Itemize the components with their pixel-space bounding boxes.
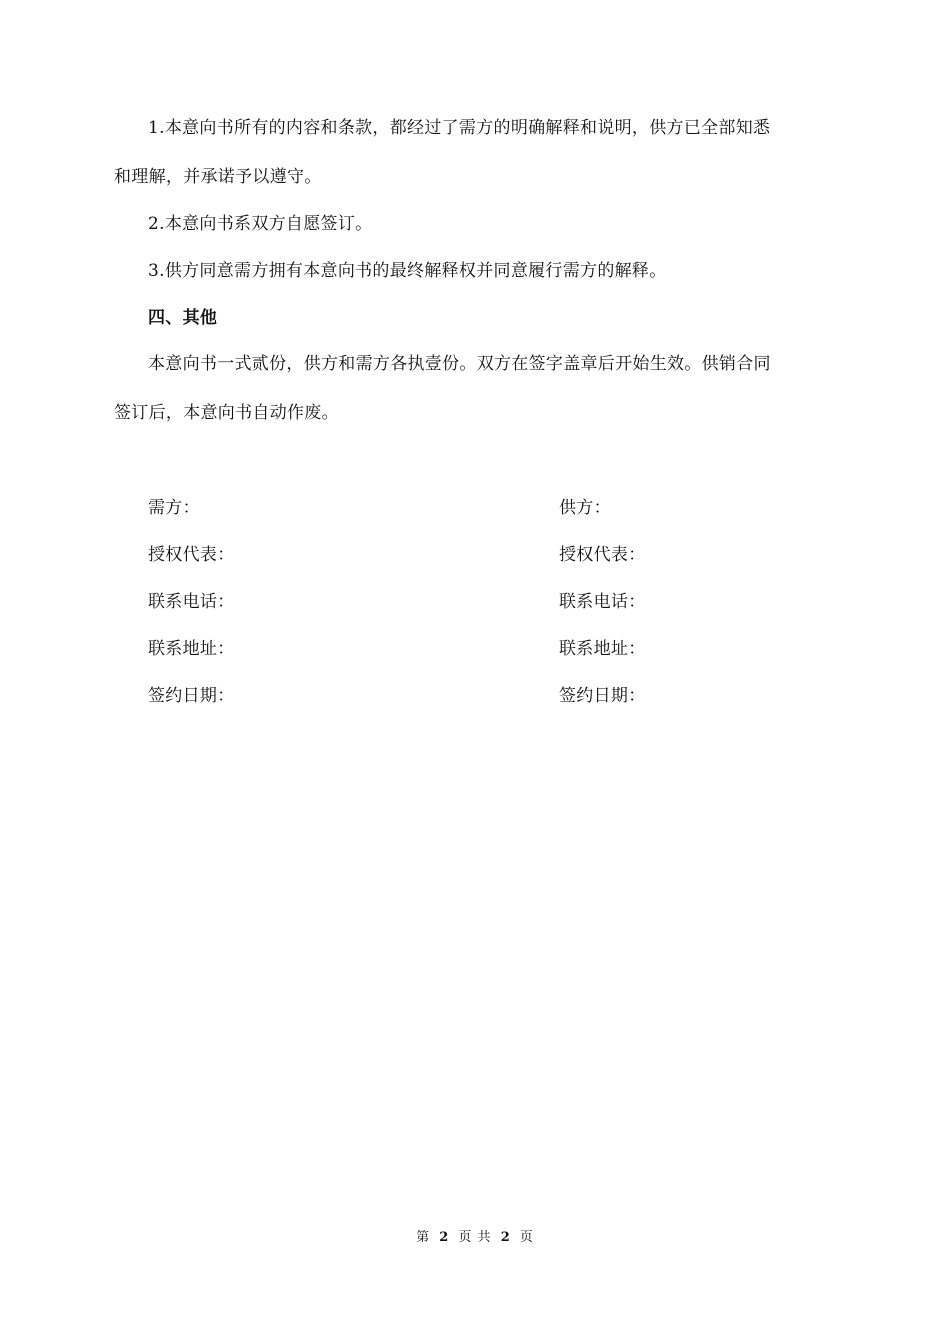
- other-paragraph-line-2: 签订后，本意向书自动作废。: [114, 403, 339, 423]
- page-footer: [0, 1229, 950, 1247]
- buyer-representative-label: 授权代表：: [148, 545, 235, 565]
- buyer-date-label: 签约日期：: [148, 686, 235, 706]
- footer-current-page: 2: [439, 1230, 450, 1245]
- supplier-party-label: 供方：: [559, 498, 611, 518]
- footer-suffix: 页: [519, 1230, 534, 1245]
- clause-1-line-2: 和理解，并承诺予以遵守。: [114, 167, 322, 187]
- other-paragraph-line-1: 本意向书一式贰份，供方和需方各执壹份。双方在签字盖章后开始生效。供销合同: [148, 354, 771, 374]
- supplier-phone-label: 联系电话：: [559, 592, 646, 612]
- clause-2: 2.本意向书系双方自愿签订。: [148, 214, 373, 234]
- supplier-date-label: 签约日期：: [559, 686, 646, 706]
- clause-3: 3.供方同意需方拥有本意向书的最终解释权并同意履行需方的解释。: [148, 261, 667, 281]
- footer-middle: 页 共: [458, 1230, 492, 1245]
- supplier-representative-label: 授权代表：: [559, 545, 646, 565]
- buyer-phone-label: 联系电话：: [148, 592, 235, 612]
- footer-total-pages: 2: [500, 1230, 511, 1245]
- supplier-address-label: 联系地址：: [559, 639, 646, 659]
- footer-prefix: 第: [416, 1230, 431, 1245]
- buyer-party-label: 需方：: [148, 498, 200, 518]
- buyer-address-label: 联系地址：: [148, 639, 235, 659]
- clause-1-line-1: 1.本意向书所有的内容和条款，都经过了需方的明确解释和说明，供方已全部知悉: [148, 118, 771, 138]
- section-heading-other: 四、其他: [148, 308, 218, 328]
